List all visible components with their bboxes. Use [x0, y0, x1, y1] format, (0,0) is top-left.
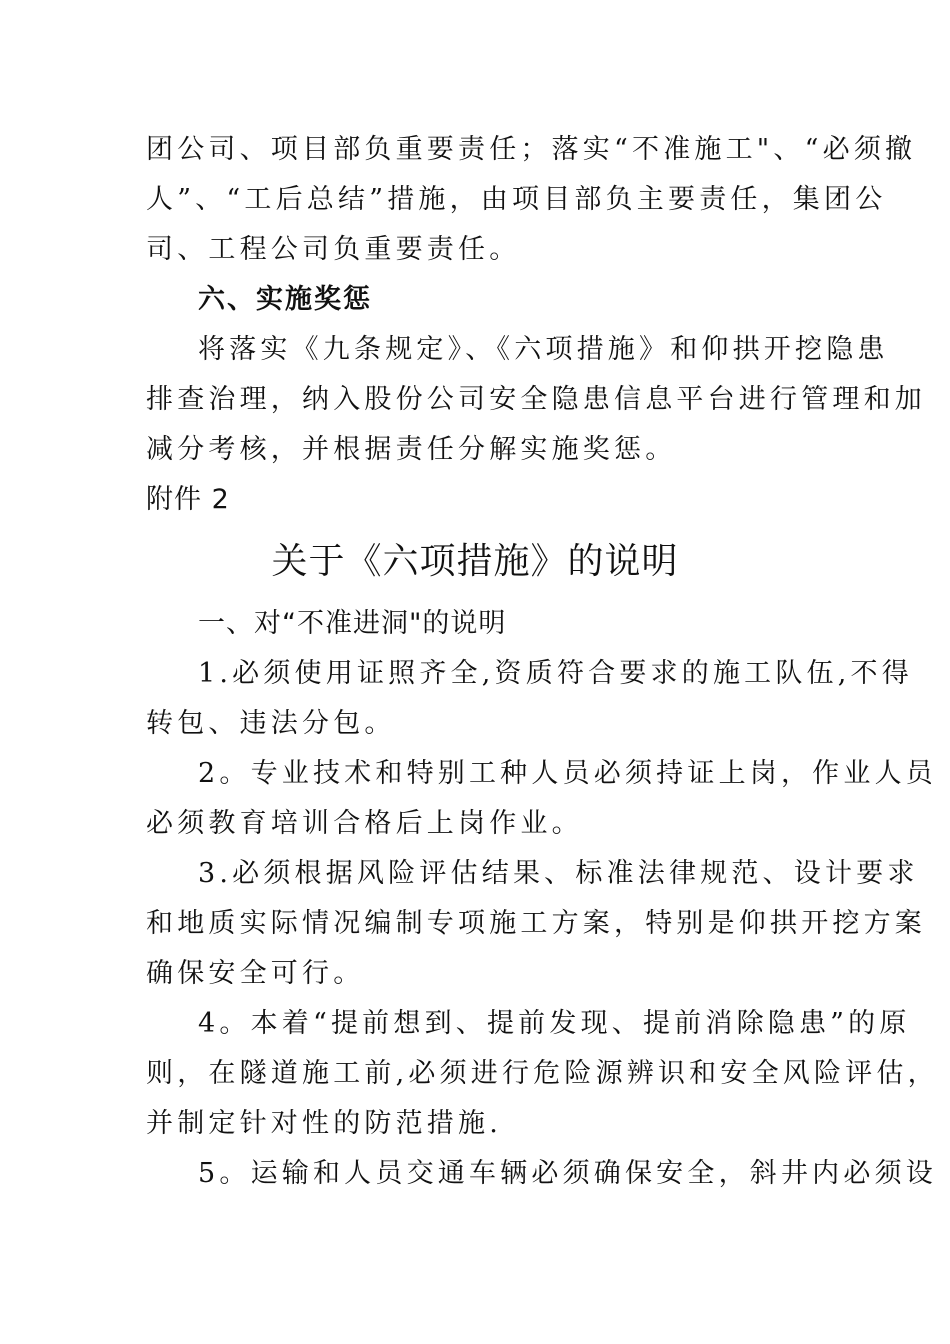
list-item-line: 5。运输和人员交通车辆必须确保安全，斜井内必须设 — [198, 1158, 937, 1189]
body-text-line: 减分考核，并根据责任分解实施奖惩。 — [146, 434, 677, 465]
sub-heading: 一、对“不准进洞"的说明 — [198, 608, 507, 639]
list-item-line: 1.必须使用证照齐全,资质符合要求的施工队伍,不得 — [198, 658, 913, 689]
list-item-line: 必须教育培训合格后上岗作业。 — [146, 808, 583, 839]
section-heading: 六、实施奖惩 — [198, 284, 372, 315]
body-text-line: 人”、“工后总结”措施，由项目部负主要责任，集团公 — [146, 184, 887, 215]
body-text-line: 司、工程公司负重要责任。 — [146, 234, 521, 265]
list-item-line: 4。本着“提前想到、提前发现、提前消除隐患”的原 — [198, 1008, 911, 1039]
list-item-line: 和地质实际情况编制专项施工方案，特别是仰拱开挖方案 — [146, 908, 926, 939]
attachment-label: 附件 2 — [146, 484, 230, 515]
list-item-line: 则，在隧道施工前,必须进行危险源辨识和安全风险评估， — [146, 1058, 939, 1089]
body-text-line: 排查治理，纳入股份公司安全隐患信息平台进行管理和加 — [146, 384, 926, 415]
list-item-line: 2。专业技术和特别工种人员必须持证上岗，作业人员 — [198, 758, 937, 789]
body-text-line: 团公司、项目部负重要责任；落实“不准施工"、“必须撤 — [146, 134, 917, 165]
list-item-line: 3.必须根据风险评估结果、标准法律规范、设计要求 — [198, 858, 919, 889]
document-title: 关于《六项措施》的说明 — [271, 541, 679, 582]
list-item-line: 转包、违法分包。 — [146, 708, 396, 739]
list-item-line: 确保安全可行。 — [146, 958, 365, 989]
body-text-line: 将落实《九条规定》、《六项措施》和仰拱开挖隐患 — [198, 334, 889, 365]
list-item-line: 并制定针对性的防范措施. — [146, 1108, 502, 1139]
